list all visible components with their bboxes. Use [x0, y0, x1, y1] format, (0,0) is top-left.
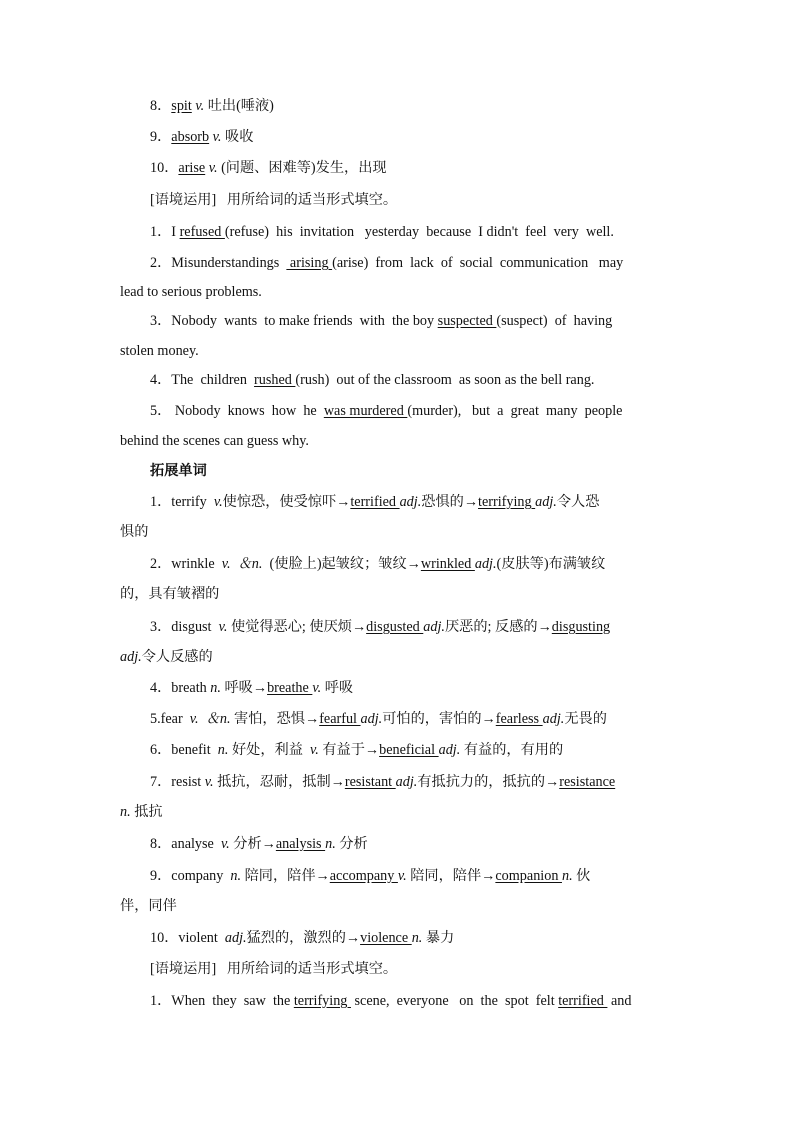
- meaning: 抵抗，忍耐，抵制→: [217, 774, 345, 790]
- part-of-speech: adj.: [542, 711, 565, 727]
- exercise-header: [150, 189, 672, 211]
- extension-item-2: [150, 553, 672, 575]
- question-text: lead to serious problems.: [120, 284, 262, 300]
- meaning: 伴，同伴: [120, 898, 177, 914]
- extension-item-3: [150, 616, 672, 638]
- meaning: 无畏的: [564, 711, 607, 727]
- derived-word: terrifying: [478, 494, 536, 510]
- extension-item-7-cont: [120, 801, 672, 823]
- meaning: 恐惧的→: [421, 494, 479, 510]
- part-of-speech: adj.: [224, 930, 247, 946]
- question-text: When they saw the: [171, 993, 294, 1009]
- meaning: 陪同，陪伴→: [244, 868, 330, 884]
- question-number: 4．: [150, 372, 172, 388]
- part-of-speech: v.: [218, 619, 228, 635]
- section-heading: [150, 460, 672, 482]
- question-text: scene, everyone on the spot felt: [350, 993, 559, 1009]
- part-of-speech: v.: [195, 98, 205, 114]
- vocab-item-8: [150, 95, 672, 117]
- derived-word: beneficial: [379, 742, 439, 758]
- question-text: and: [607, 993, 632, 1009]
- extension-item-6: [150, 739, 672, 761]
- derived-word: resistance: [559, 774, 616, 790]
- derived-word: analysis: [275, 836, 326, 852]
- question-text: (murder), but a great many people: [407, 403, 623, 419]
- answer-blank: rushed: [254, 372, 296, 388]
- base-word: resist: [171, 774, 202, 790]
- exercise-question-3: [150, 310, 672, 332]
- exercise-question-2: [150, 252, 672, 274]
- base-word: wrinkle: [171, 556, 215, 572]
- question-number: 2．: [150, 255, 172, 271]
- instruction: 用所给词的适当形式填空。: [226, 961, 398, 977]
- question-text: stolen money.: [120, 343, 199, 359]
- item-number: 9．: [150, 868, 172, 884]
- question-text: Nobody knows how he: [171, 403, 324, 419]
- base-word: breath: [171, 680, 207, 696]
- derived-word: terrified: [350, 494, 400, 510]
- extension-item-10: [150, 927, 672, 949]
- item-number: 6．: [150, 742, 172, 758]
- exercise2-question-1: [150, 990, 672, 1012]
- meaning: 令人反感的: [141, 649, 213, 665]
- question-number: 1．: [150, 993, 172, 1009]
- derived-word: fearful: [319, 711, 361, 727]
- exercise-question-1: [150, 221, 672, 243]
- item-number: 7．: [150, 774, 172, 790]
- answer-blank: terrifying: [293, 993, 351, 1009]
- meaning: (使脸上)起皱纹；皱纹→: [269, 556, 421, 572]
- question-text: behind the scenes can guess why.: [120, 433, 309, 449]
- exercise-header: [150, 958, 672, 980]
- part-of-speech: n.: [210, 680, 221, 696]
- meaning: 有益的，有用的: [463, 742, 564, 758]
- part-of-speech: adj.: [438, 742, 461, 758]
- question-text: (suspect) of having: [496, 313, 613, 329]
- base-word: analyse: [171, 836, 214, 852]
- vocab-word: spit: [171, 98, 192, 114]
- meaning: 可怕的，害怕的→: [382, 711, 496, 727]
- extension-item-7: [150, 771, 672, 793]
- meaning: 呼吸: [324, 680, 354, 696]
- item-number: 3．: [150, 619, 172, 635]
- part-of-speech: n.: [325, 836, 336, 852]
- exercise-question-5: [150, 400, 672, 422]
- question-text: (rush) out of the classroom as soon as the bell rang.: [295, 372, 595, 388]
- meaning: 使惊恐，使受惊吓→: [222, 494, 351, 510]
- extension-item-8: [150, 833, 672, 855]
- answer-blank: refused: [179, 224, 225, 240]
- base-word: terrify: [171, 494, 207, 510]
- part-of-speech: v. ＆n.: [221, 556, 263, 572]
- base-word: disgust: [171, 619, 212, 635]
- meaning: 陪同，陪伴→: [410, 868, 496, 884]
- extension-item-4: [150, 677, 672, 699]
- extension-item-2-cont: [120, 583, 672, 605]
- part-of-speech: adj.: [535, 494, 557, 510]
- part-of-speech: v.: [212, 129, 222, 145]
- meaning: 有益于→: [322, 742, 380, 758]
- part-of-speech: v.: [397, 868, 407, 884]
- part-of-speech: n.: [230, 868, 242, 884]
- section-heading-text: 拓展单词: [150, 463, 207, 479]
- instruction: 用所给词的适当形式填空。: [226, 192, 398, 208]
- meaning: 惧的: [120, 524, 149, 540]
- vocab-word: absorb: [171, 129, 210, 145]
- item-number: 4．: [150, 680, 172, 696]
- part-of-speech: v.: [204, 774, 214, 790]
- item-number: 2．: [150, 556, 172, 572]
- part-of-speech: n.: [411, 930, 423, 946]
- derived-word: fearless: [495, 711, 543, 727]
- derived-word: wrinkled: [420, 556, 475, 572]
- derived-word: violence: [360, 930, 412, 946]
- vocab-item-10: [150, 157, 672, 179]
- part-of-speech: adj.: [399, 494, 422, 510]
- item-number: 8．: [150, 98, 172, 114]
- meaning: 猛烈的，激烈的→: [246, 930, 361, 946]
- item-number: 1．: [150, 494, 172, 510]
- base-word: company: [171, 868, 224, 884]
- meaning: 吐出(唾液): [207, 98, 274, 114]
- meaning: 令人恐: [556, 494, 600, 510]
- section-tag: [语境运用]: [150, 961, 217, 977]
- question-text: (refuse) his invitation yesterday because I didn't feel very well.: [224, 224, 614, 240]
- question-text: Nobody wants to make friends with the boy: [171, 313, 438, 329]
- question-number: 1．: [150, 224, 172, 240]
- vocab-item-9: [150, 126, 672, 148]
- meaning: 有抵抗力的，抵抗的→: [417, 774, 560, 790]
- exercise-question-2-cont: [120, 281, 672, 303]
- extension-item-9: [150, 865, 672, 887]
- part-of-speech: v.: [220, 836, 230, 852]
- answer-blank: terrified: [558, 993, 608, 1009]
- exercise-question-5-cont: [120, 430, 672, 452]
- meaning: 使觉得恶心; 使厌烦→: [230, 619, 367, 635]
- item-number: 9．: [150, 129, 172, 145]
- extension-item-1: [150, 491, 672, 513]
- part-of-speech: adj.: [395, 774, 418, 790]
- part-of-speech: v.: [213, 494, 223, 510]
- exercise-question-4: [150, 369, 672, 391]
- meaning: 好处，利益: [231, 742, 303, 758]
- part-of-speech: adj.: [360, 711, 383, 727]
- extension-item-1-cont: [120, 521, 672, 543]
- meaning: 伙: [576, 868, 591, 884]
- part-of-speech: adj.: [423, 619, 445, 635]
- question-number: 3．: [150, 313, 172, 329]
- meaning: 呼吸→: [224, 680, 268, 696]
- meaning: 的，具有皱褶的: [120, 586, 220, 602]
- part-of-speech: v.: [312, 680, 322, 696]
- question-text: (arise) from lack of social communication may: [332, 255, 624, 271]
- part-of-speech: n.: [120, 804, 131, 820]
- question-text: I: [171, 224, 180, 240]
- meaning: 抵抗: [134, 804, 163, 820]
- answer-blank: arising: [286, 255, 333, 271]
- item-number: 10．: [150, 160, 179, 176]
- part-of-speech: adj.: [120, 649, 142, 665]
- section-tag: [语境运用]: [150, 192, 217, 208]
- derived-word: resistant: [344, 774, 396, 790]
- base-word: violent: [178, 930, 218, 946]
- extension-item-9-cont: [120, 895, 672, 917]
- part-of-speech: v. ＆n.: [189, 711, 231, 727]
- derived-word: disgusting: [551, 619, 611, 635]
- meaning: 害怕，恐惧→: [234, 711, 320, 727]
- question-text: Misunderstandings: [171, 255, 287, 271]
- meaning: (问题、困难等)发生，出现: [221, 160, 387, 176]
- meaning: 厌恶的; 反感的→: [444, 619, 552, 635]
- meaning: (皮肤等)布满皱纹: [496, 556, 606, 572]
- answer-blank: was murdered: [323, 403, 408, 419]
- part-of-speech: v.: [310, 742, 319, 758]
- part-of-speech: adj.: [474, 556, 497, 572]
- part-of-speech: n.: [561, 868, 573, 884]
- base-word: benefit: [171, 742, 211, 758]
- meaning: 分析→: [233, 836, 276, 852]
- extension-item-5: [150, 708, 672, 730]
- part-of-speech: n.: [217, 742, 229, 758]
- part-of-speech: v.: [208, 160, 218, 176]
- item-number: 10．: [150, 930, 179, 946]
- derived-word: accompany: [329, 868, 398, 884]
- answer-blank: suspected: [437, 313, 497, 329]
- derived-word: disgusted: [366, 619, 424, 635]
- item-number: 5.: [150, 711, 161, 727]
- meaning: 分析: [339, 836, 368, 852]
- meaning: 暴力: [425, 930, 455, 946]
- base-word: fear: [160, 711, 183, 727]
- question-text: The children: [171, 372, 255, 388]
- vocab-word: arise: [178, 160, 206, 176]
- derived-word: companion: [495, 868, 562, 884]
- item-number: 8．: [150, 836, 172, 852]
- question-number: 5．: [150, 403, 172, 419]
- derived-word: breathe: [267, 680, 313, 696]
- extension-item-3-cont: [120, 646, 672, 668]
- meaning: 吸收: [225, 129, 254, 145]
- exercise-question-3-cont: [120, 340, 672, 362]
